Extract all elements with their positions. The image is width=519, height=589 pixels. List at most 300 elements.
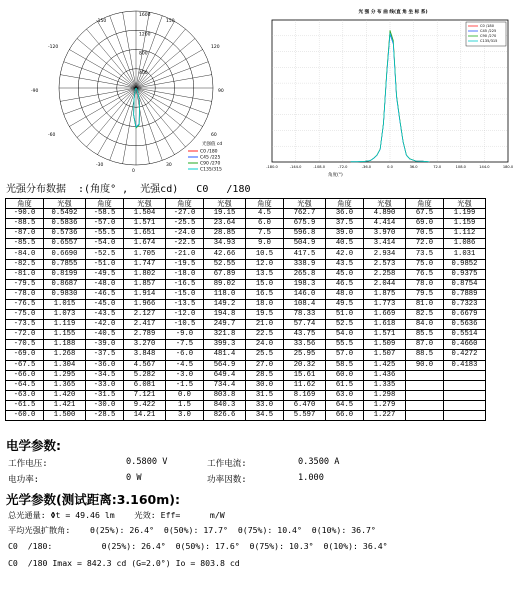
table-cell: -4.5 <box>166 360 204 370</box>
table-cell: 5.282 <box>124 370 166 380</box>
table-cell: 265.8 <box>284 269 326 279</box>
table-cell: -58.5 <box>86 209 124 219</box>
table-row <box>6 249 486 259</box>
table-cell: 108.4 <box>284 299 326 309</box>
table-cell: 149.2 <box>204 299 246 309</box>
table-row <box>6 239 486 249</box>
table-cell: 27.0 <box>246 360 284 370</box>
table-cell: 1.335 <box>364 380 406 390</box>
table-cell: 89.02 <box>204 279 246 289</box>
table-cell: 0.7855 <box>44 259 86 269</box>
table-cell: -49.5 <box>86 269 124 279</box>
table-cell: -72.0 <box>6 330 44 340</box>
table-cell: 0.4272 <box>444 350 486 360</box>
table-cell: 1.420 <box>44 390 86 400</box>
table-cell: 1.112 <box>444 229 486 239</box>
table-row <box>6 299 486 309</box>
table-cell: 55.5 <box>326 340 364 350</box>
table-cell: 6.0 <box>246 219 284 229</box>
table-cell: 0.6690 <box>44 249 86 259</box>
x-axis-label: 角度(°) <box>328 173 343 178</box>
table-cell: 1.268 <box>44 350 86 360</box>
table-cell: 88.5 <box>406 350 444 360</box>
table-cell: -57.0 <box>86 219 124 229</box>
column-header: 角度 <box>326 199 364 209</box>
table-cell: 87.0 <box>406 340 444 350</box>
polar-angle-label: -120 <box>48 45 59 50</box>
table-cell: -64.5 <box>6 380 44 390</box>
table-cell: 1.875 <box>364 289 406 299</box>
table-cell: 1.425 <box>364 360 406 370</box>
table-cell: 63.0 <box>326 390 364 400</box>
table-row <box>6 310 486 320</box>
table-cell: -37.5 <box>86 350 124 360</box>
polar-angle-label: 150 <box>166 19 175 24</box>
table-cell: 67.89 <box>204 269 246 279</box>
table-cell: 3.270 <box>124 340 166 350</box>
table-cell: 1.188 <box>44 340 86 350</box>
table-row <box>6 400 486 410</box>
table-body <box>6 209 486 421</box>
table-cell: 57.0 <box>326 350 364 360</box>
table-cell <box>406 410 444 420</box>
table-cell: 1.669 <box>364 310 406 320</box>
table-cell: 1.227 <box>364 410 406 420</box>
table-cell: -30.0 <box>86 400 124 410</box>
table-cell: 82.5 <box>406 310 444 320</box>
table-cell: 1.857 <box>124 279 166 289</box>
table-cell: 14.21 <box>124 410 166 420</box>
table-cell: -52.5 <box>86 249 124 259</box>
x-tick-label: 180.0 <box>502 165 514 169</box>
table-cell: 28.5 <box>246 370 284 380</box>
table-cell: 1.5 <box>166 400 204 410</box>
table-cell: -12.0 <box>166 310 204 320</box>
table-cell: 0.0 <box>166 390 204 400</box>
power-factor-label: 功率因数: <box>207 475 247 485</box>
table-cell: 0.8754 <box>444 279 486 289</box>
polar-angle-label: 60 <box>211 133 217 138</box>
table-cell: 4.5 <box>246 209 284 219</box>
column-header: 光强 <box>204 199 246 209</box>
table-cell: 78.33 <box>284 310 326 320</box>
table-cell: 46.5 <box>326 279 364 289</box>
table-cell: 61.5 <box>326 380 364 390</box>
table-row <box>6 259 486 269</box>
table-cell: -61.5 <box>6 400 44 410</box>
table-cell: 3.970 <box>364 229 406 239</box>
table-header-row <box>6 199 486 209</box>
table-cell: 33.56 <box>284 340 326 350</box>
table-cell: -43.5 <box>86 310 124 320</box>
table-cell: 1.298 <box>364 390 406 400</box>
table-cell: 1.802 <box>124 269 166 279</box>
polar-angle-label: -30 <box>96 163 104 168</box>
table-cell: -85.5 <box>6 239 44 249</box>
table-cell: 0.6679 <box>444 310 486 320</box>
table-cell: 0.6557 <box>44 239 86 249</box>
table-row <box>6 320 486 330</box>
table-cell: 67.5 <box>406 209 444 219</box>
table-cell: -45.0 <box>86 299 124 309</box>
legend-item: C135/315 <box>480 39 498 44</box>
table-cell: -88.5 <box>6 219 44 229</box>
table-cell: -18.0 <box>166 269 204 279</box>
table-cell: -46.5 <box>86 289 124 299</box>
table-cell: 0.5836 <box>44 219 86 229</box>
table-cell: -39.0 <box>86 340 124 350</box>
table-cell: 48.0 <box>326 289 364 299</box>
table-cell: 31.5 <box>246 390 284 400</box>
table-cell: 9.0 <box>246 239 284 249</box>
table-cell: 11.62 <box>284 380 326 390</box>
table-cell: 803.8 <box>204 390 246 400</box>
table-cell: 90.0 <box>406 360 444 370</box>
x-tick-label: 72.0 <box>433 165 442 169</box>
table-row <box>6 390 486 400</box>
table-cell: 1.507 <box>364 350 406 360</box>
table-cell: 249.7 <box>204 320 246 330</box>
polar-angle-label: 30 <box>166 163 172 168</box>
table-cell: 2.127 <box>124 310 166 320</box>
polar-legend <box>188 140 222 173</box>
table-cell: 0.8687 <box>44 279 86 289</box>
table-cell: 1.651 <box>124 229 166 239</box>
table-cell: 840.3 <box>204 400 246 410</box>
polar-radial-tick: 1200 <box>139 32 151 38</box>
table-cell: 36.0 <box>326 209 364 219</box>
table-cell: 1.747 <box>124 259 166 269</box>
table-row <box>6 350 486 360</box>
polar-angle-label: 0 <box>132 169 135 174</box>
polar-grid <box>59 11 213 165</box>
table-cell: 0.8199 <box>44 269 86 279</box>
table-cell: 399.3 <box>204 340 246 350</box>
column-header: 光强 <box>44 199 86 209</box>
table-cell: 4.567 <box>124 360 166 370</box>
table-cell: 1.571 <box>364 330 406 340</box>
table-cell: -16.5 <box>166 279 204 289</box>
polar-legend-item: C90 /270 <box>200 161 221 167</box>
table-cell: 0.9830 <box>44 289 86 299</box>
table-cell: -75.0 <box>6 310 44 320</box>
table-cell: 52.5 <box>326 320 364 330</box>
table-cell: 1.618 <box>364 320 406 330</box>
table-cell: 0.7323 <box>444 299 486 309</box>
power-factor-value: 1.000 <box>298 473 324 483</box>
table-cell: -66.0 <box>6 370 44 380</box>
table-cell: 7.121 <box>124 390 166 400</box>
table-cell: -70.5 <box>6 340 44 350</box>
table-cell <box>444 390 486 400</box>
table-cell: 7.5 <box>246 229 284 239</box>
table-cell: -28.5 <box>86 410 124 420</box>
table-cell: 28.85 <box>204 229 246 239</box>
table-cell: 481.4 <box>204 350 246 360</box>
table-cell: 13.5 <box>246 269 284 279</box>
table-cell: 2.573 <box>364 259 406 269</box>
x-tick-label: 0.0 <box>387 165 393 169</box>
table-cell: 1.199 <box>444 209 486 219</box>
column-header: 角度 <box>86 199 124 209</box>
table-cell: 1.119 <box>44 320 86 330</box>
table-cell: -3.0 <box>166 370 204 380</box>
table-cell: 3.0 <box>166 410 204 420</box>
electrical-heading: 电学参数: <box>6 438 61 453</box>
table-cell: 194.8 <box>204 310 246 320</box>
table-row <box>6 410 486 420</box>
table-cell: 15.61 <box>284 370 326 380</box>
table-cell: 0.5514 <box>444 330 486 340</box>
table-cell: -9.0 <box>166 330 204 340</box>
table-cell <box>406 390 444 400</box>
table-cell: -24.0 <box>166 229 204 239</box>
table-cell: -34.5 <box>86 370 124 380</box>
table-cell: 1.571 <box>124 219 166 229</box>
table-cell: -40.5 <box>86 330 124 340</box>
table-cell: 1.509 <box>364 340 406 350</box>
table-cell: -73.5 <box>6 320 44 330</box>
table-cell <box>406 380 444 390</box>
table-cell: 3.414 <box>364 239 406 249</box>
optical-heading: 光学参数(测试距离:3.160m): <box>6 492 180 507</box>
table-cell: 1.436 <box>364 370 406 380</box>
table-cell: -84.0 <box>6 249 44 259</box>
table-cell: 24.0 <box>246 340 284 350</box>
table-cell: -19.5 <box>166 259 204 269</box>
table-cell: -54.0 <box>86 239 124 249</box>
polar-legend-item: C135/315 <box>200 167 222 173</box>
table-cell: 1.031 <box>444 249 486 259</box>
table-cell: -90.0 <box>6 209 44 219</box>
table-cell <box>444 410 486 420</box>
polar-radial-tick: 800 <box>139 51 148 57</box>
column-header: 光强 <box>444 199 486 209</box>
table-cell: 2.044 <box>364 279 406 289</box>
table-cell: 12.0 <box>246 259 284 269</box>
table-cell: 1.421 <box>44 400 86 410</box>
table-row <box>6 330 486 340</box>
table-cell: -7.5 <box>166 340 204 350</box>
table-cell: 4.890 <box>364 209 406 219</box>
polar-legend-item: C0 /180 <box>200 149 218 155</box>
table-cell: 66.0 <box>326 410 364 420</box>
current-value: 0.3500 A <box>298 457 340 467</box>
table-cell: 1.773 <box>364 299 406 309</box>
table-cell: 2.934 <box>364 249 406 259</box>
table-cell: 1.500 <box>44 410 86 420</box>
table-cell: 21.0 <box>246 320 284 330</box>
table-cell: -22.5 <box>166 239 204 249</box>
legend-item: C45 /225 <box>480 29 497 34</box>
x-tick-label: 144.0 <box>479 165 490 169</box>
table-cell: 118.0 <box>204 289 246 299</box>
table-cell: -25.5 <box>166 219 204 229</box>
table-cell: 1.365 <box>44 380 86 390</box>
table-cell: 9.422 <box>124 400 166 410</box>
chart-title: 光 强 分 布 曲 线(直 角 坐 标 系) <box>358 10 428 15</box>
table-cell: -36.0 <box>86 360 124 370</box>
table-cell: -67.5 <box>6 360 44 370</box>
table-cell: 5.597 <box>284 410 326 420</box>
table-cell: 0.5492 <box>44 209 86 219</box>
table-cell: -1.5 <box>166 380 204 390</box>
polar-angle-label: -150 <box>96 19 107 24</box>
table-cell: 43.75 <box>284 330 326 340</box>
table-cell: 84.0 <box>406 320 444 330</box>
column-header: 光强 <box>284 199 326 209</box>
polar-angle-label: -60 <box>48 133 56 138</box>
table-cell: 64.5 <box>326 400 364 410</box>
table-cell: 504.9 <box>284 239 326 249</box>
table-cell: 57.74 <box>284 320 326 330</box>
table-cell: -51.0 <box>86 259 124 269</box>
table-cell: 42.0 <box>326 249 364 259</box>
table-cell: 20.32 <box>284 360 326 370</box>
table-cell: 0.4183 <box>444 360 486 370</box>
table-cell: 54.0 <box>326 330 364 340</box>
c0-beam-angle-line: C0 /180: θ(25%): 26.4° θ(50%): 17.6° θ(75%): 10.3° θ(10%): 36.4° <box>8 541 388 551</box>
table-cell: -81.0 <box>6 269 44 279</box>
table-cell: -6.0 <box>166 350 204 360</box>
table-cell: 762.7 <box>284 209 326 219</box>
table-cell: 1.155 <box>44 330 86 340</box>
table-cell: 321.8 <box>204 330 246 340</box>
table-row <box>6 360 486 370</box>
x-tick-label: -180.0 <box>266 165 278 169</box>
table-cell: 0.9852 <box>444 259 486 269</box>
table-cell: 43.5 <box>326 259 364 269</box>
table-cell: 596.8 <box>284 229 326 239</box>
table-cell: -33.0 <box>86 380 124 390</box>
table-cell: -42.0 <box>86 320 124 330</box>
table-cell: 649.4 <box>204 370 246 380</box>
table-cell: 6.081 <box>124 380 166 390</box>
x-tick-label: 108.0 <box>455 165 466 169</box>
table-row <box>6 269 486 279</box>
imax-line: C0 /180 Imax = 842.3 cd (G=2.0°) Io = 803.8 cd <box>8 558 240 568</box>
table-cell: 826.6 <box>204 410 246 420</box>
table-cell: -87.0 <box>6 229 44 239</box>
table-row <box>6 370 486 380</box>
power-label: 电功率: <box>8 475 39 485</box>
table-cell: 2.417 <box>124 320 166 330</box>
table-cell: 40.5 <box>326 239 364 249</box>
table-cell: 33.0 <box>246 400 284 410</box>
table-cell: 19.5 <box>246 310 284 320</box>
table-cell: 30.0 <box>246 380 284 390</box>
table-cell: 72.0 <box>406 239 444 249</box>
table-cell: 8.169 <box>284 390 326 400</box>
table-cell: 1.914 <box>124 289 166 299</box>
table-cell: 81.0 <box>406 299 444 309</box>
table-cell: 10.5 <box>246 249 284 259</box>
column-header: 角度 <box>6 199 44 209</box>
polar-radial-tick: 1600 <box>139 13 151 18</box>
table-row <box>6 279 486 289</box>
table-cell: 25.5 <box>246 350 284 360</box>
table-cell: 1.674 <box>124 239 166 249</box>
table-cell: -78.0 <box>6 289 44 299</box>
table-cell: 37.5 <box>326 219 364 229</box>
table-cell: 23.64 <box>204 219 246 229</box>
polar-angle-label: -90 <box>31 89 39 94</box>
table-cell: 0.9375 <box>444 269 486 279</box>
table-cell: 338.9 <box>284 259 326 269</box>
chart-legend <box>466 22 506 46</box>
table-cell: 0.7889 <box>444 289 486 299</box>
data-section-title: 光强分布数据 :(角度° , 光强cd) C0 /180 <box>6 184 251 195</box>
table-cell: -10.5 <box>166 320 204 330</box>
polar-intensity-chart <box>6 4 268 180</box>
x-tick-label: -108.0 <box>313 165 325 169</box>
table-cell: 146.0 <box>284 289 326 299</box>
x-tick-label: 36.0 <box>409 165 418 169</box>
table-cell: -27.0 <box>166 209 204 219</box>
intensity-data-table <box>5 198 486 421</box>
table-cell: 3.848 <box>124 350 166 360</box>
table-cell: 76.5 <box>406 269 444 279</box>
table-cell <box>406 370 444 380</box>
table-cell: -76.5 <box>6 299 44 309</box>
column-header: 角度 <box>406 199 444 209</box>
voltage-value: 0.5800 V <box>126 457 168 467</box>
table-cell: 18.0 <box>246 299 284 309</box>
table-cell: 19.15 <box>204 209 246 219</box>
table-cell: 58.5 <box>326 360 364 370</box>
legend-item: C90 /270 <box>480 34 497 39</box>
table-cell: 39.0 <box>326 229 364 239</box>
luminous-flux-line: 总光通量: Φt = 49.46 lm 光效: Eff= m/W <box>8 510 225 520</box>
power-value: 0 W <box>126 473 142 483</box>
x-tick-label: -144.0 <box>289 165 302 169</box>
table-cell: -15.0 <box>166 289 204 299</box>
polar-radial-tick: 400 <box>139 70 148 76</box>
table-cell: 34.5 <box>246 410 284 420</box>
table-cell: 73.5 <box>406 249 444 259</box>
table-cell: 69.0 <box>406 219 444 229</box>
table-cell: 42.66 <box>204 249 246 259</box>
table-cell <box>444 380 486 390</box>
table-cell: 45.0 <box>326 269 364 279</box>
x-tick-label: -36.0 <box>361 165 372 169</box>
column-header: 角度 <box>166 199 204 209</box>
table-cell: -69.0 <box>6 350 44 360</box>
table-cell <box>406 400 444 410</box>
table-cell: 79.5 <box>406 289 444 299</box>
table-row <box>6 380 486 390</box>
table-cell: -63.0 <box>6 390 44 400</box>
table-cell: 2.789 <box>124 330 166 340</box>
table-cell: 1.279 <box>364 400 406 410</box>
table-cell: 1.295 <box>44 370 86 380</box>
table-cell: 564.9 <box>204 360 246 370</box>
table-row <box>6 289 486 299</box>
table-row <box>6 340 486 350</box>
table-cell: 1.504 <box>124 209 166 219</box>
table-cell: 49.5 <box>326 299 364 309</box>
table-cell: 15.0 <box>246 279 284 289</box>
table-cell: 417.5 <box>284 249 326 259</box>
table-cell: 51.0 <box>326 310 364 320</box>
table-cell: 0.5736 <box>44 229 86 239</box>
table-row <box>6 229 486 239</box>
table-cell: -48.0 <box>86 279 124 289</box>
table-cell: 4.414 <box>364 219 406 229</box>
table-cell: 1.705 <box>124 249 166 259</box>
polar-curve <box>134 88 140 128</box>
table-cell: 34.93 <box>204 239 246 249</box>
